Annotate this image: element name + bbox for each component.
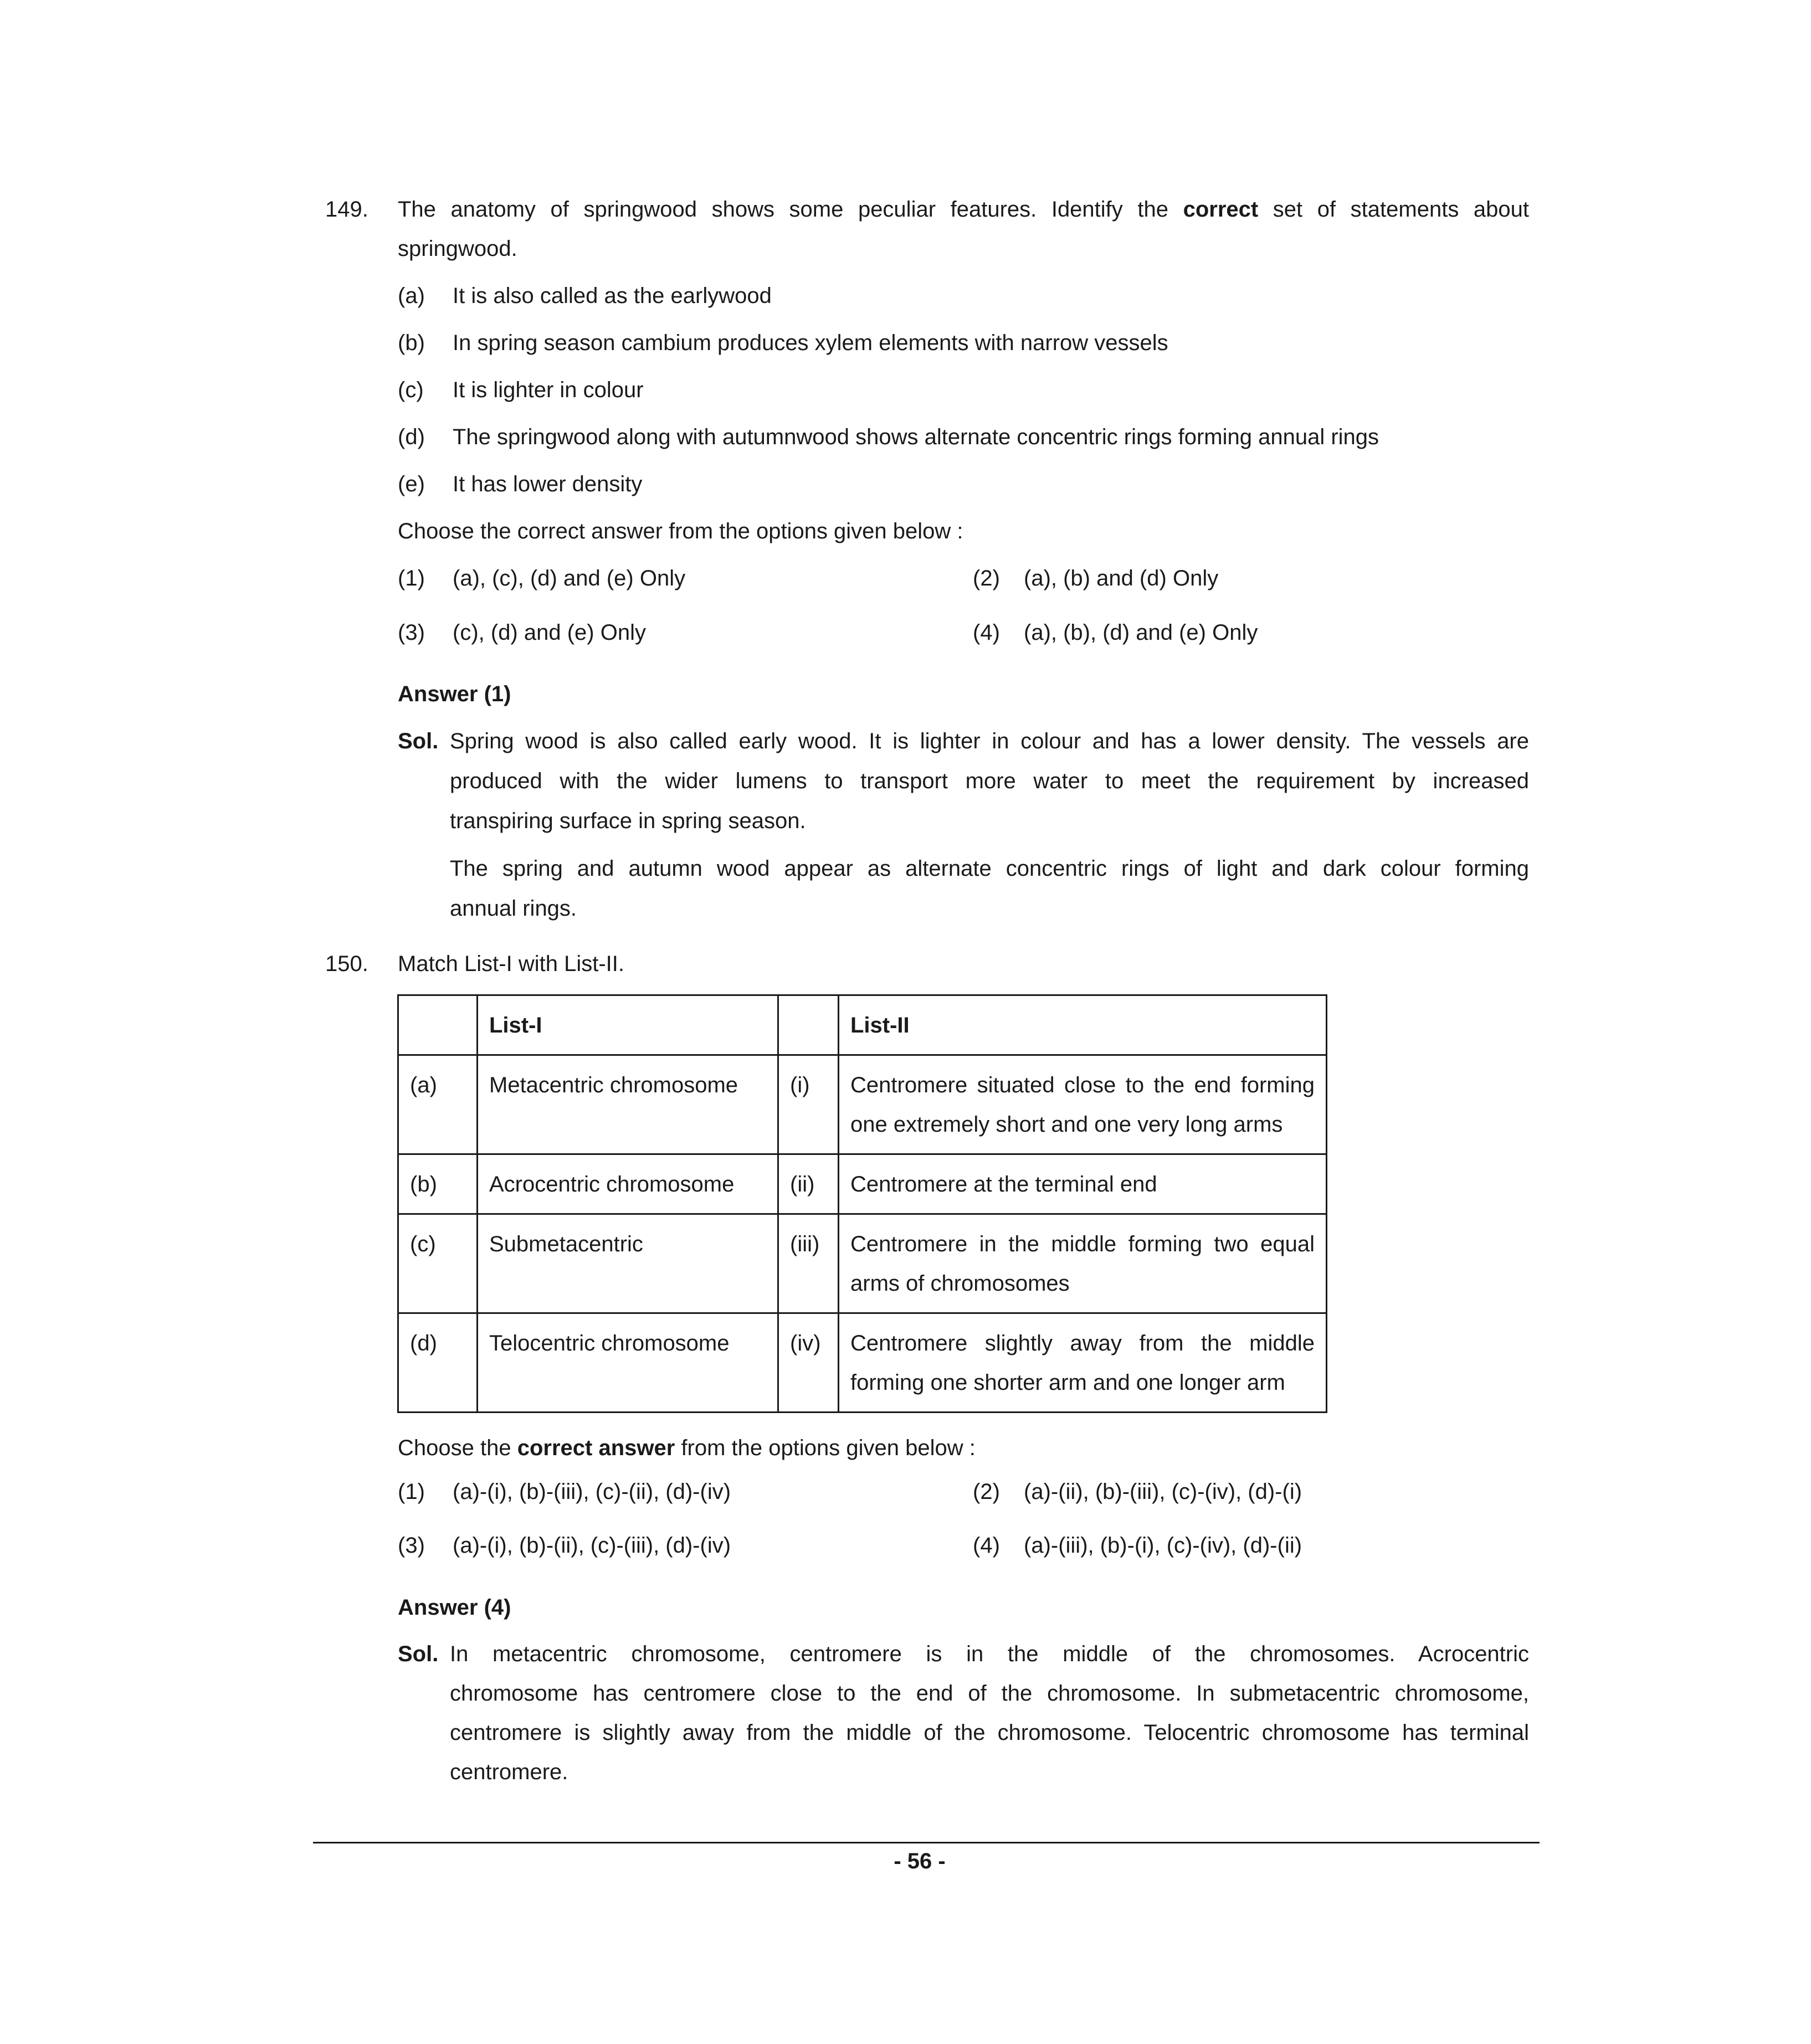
q150-choose-instruction: Choose the correct answer from the options given below :: [398, 1436, 976, 1460]
list2-item: Centromere at the terminal end: [839, 1154, 1327, 1214]
q149-statement-text: In spring season cambium produces xylem elements with narrow vessels: [453, 331, 1168, 355]
q150-solution-line: chromosome has centromere close to the end of the chromosome. In submetacentric chromosome,: [450, 1681, 1529, 1706]
q149-answer: Answer (1): [398, 682, 511, 706]
table-cell: [778, 995, 839, 1055]
list1-item: Telocentric chromosome: [478, 1313, 778, 1413]
q149-statement-text: The springwood along with autumnwood shows alternate concentric rings forming annual rings: [453, 425, 1379, 449]
list1-item: Metacentric chromosome: [478, 1055, 778, 1154]
q149-statement-label: (c): [398, 378, 424, 402]
q149-statement-text: It is also called as the earlywood: [453, 284, 772, 308]
list2-label: (iv): [778, 1313, 839, 1413]
q150-option-number: (1): [398, 1480, 425, 1504]
list2-item: Centromere in the middle forming two equal arms of chromosomes: [839, 1214, 1327, 1313]
q149-solution-label: Sol.: [398, 729, 439, 753]
list1-item: Submetacentric: [478, 1214, 778, 1313]
list2-item: Centromere slightly away from the middle forming one shorter arm and one longer arm: [839, 1313, 1327, 1413]
q150-solution-line: centromere is slightly away from the middle of the chromosome. Telocentric chromosome has terminal: [450, 1721, 1529, 1745]
q150-option-text: (a)-(i), (b)-(iii), (c)-(ii), (d)-(iv): [453, 1480, 731, 1504]
q150-solution-line: In metacentric chromosome, centromere is in the middle of the chromosomes. Acrocentric: [450, 1642, 1529, 1666]
q149-statement-text: It has lower density: [453, 472, 643, 496]
q149-choose-instruction: Choose the correct answer from the options given below :: [398, 519, 963, 543]
q149-statement-label: (b): [398, 331, 425, 355]
q150-option-text: (a)-(iii), (b)-(i), (c)-(iv), (d)-(ii): [1024, 1533, 1302, 1558]
q150-solution-label: Sol.: [398, 1642, 439, 1666]
q150-option-number: (4): [973, 1533, 1000, 1558]
q150-option-text: (a)-(ii), (b)-(iii), (c)-(iv), (d)-(i): [1024, 1480, 1302, 1504]
q149-statement-label: (a): [398, 284, 425, 308]
q150-option-number: (3): [398, 1533, 425, 1558]
q149-option-text: (a), (b), (d) and (e) Only: [1024, 620, 1258, 645]
q149-option-text: (a), (c), (d) and (e) Only: [453, 566, 686, 590]
q149-number: 149.: [325, 197, 368, 222]
q149-option-number: (2): [973, 566, 1000, 590]
q149-option-text: (c), (d) and (e) Only: [453, 620, 646, 645]
q149-solution-line: Spring wood is also called early wood. It is lighter in colour and has a lower density. The vessels are: [450, 729, 1529, 753]
q149-statement-label: (e): [398, 472, 425, 496]
list1-item: Acrocentric chromosome: [478, 1154, 778, 1214]
q150-answer: Answer (4): [398, 1595, 511, 1620]
table-row: [398, 1214, 1327, 1313]
q149-option-number: (1): [398, 566, 425, 590]
q150-option-text: (a)-(i), (b)-(ii), (c)-(iii), (d)-(iv): [453, 1533, 731, 1558]
list2-label: (i): [778, 1055, 839, 1154]
table-row: [398, 1055, 1327, 1154]
list1-label: (d): [398, 1313, 478, 1413]
list1-label: (c): [398, 1214, 478, 1313]
q149-solution-line: transpiring surface in spring season.: [450, 809, 806, 833]
table-row: [398, 1313, 1327, 1413]
q149-statement-text: It is lighter in colour: [453, 378, 644, 402]
q149-statement-label: (d): [398, 425, 425, 449]
q149-solution-line: produced with the wider lumens to transport more water to meet the requirement by increased: [450, 769, 1529, 793]
match-table: [397, 994, 1327, 1413]
q149-stem-line2: springwood.: [398, 237, 517, 261]
list1-label: (a): [398, 1055, 478, 1154]
q150-stem: Match List-I with List-II.: [398, 952, 624, 976]
q149-stem-line1: The anatomy of springwood shows some peculiar features. Identify the correct set of statements about: [398, 197, 1529, 222]
list1-label: (b): [398, 1154, 478, 1214]
page-number: - 56 -: [894, 1849, 946, 1873]
table-row: [398, 1154, 1327, 1214]
list2-header: List-II: [839, 995, 1327, 1055]
list2-item: Centromere situated close to the end forming one extremely short and one very long arms: [839, 1055, 1327, 1154]
q149-solution-line: The spring and autumn wood appear as alternate concentric rings of light and dark colour forming: [450, 856, 1529, 881]
q150-option-number: (2): [973, 1480, 1000, 1504]
q150-number: 150.: [325, 952, 368, 976]
table-header-row: [398, 995, 1327, 1055]
q149-option-number: (4): [973, 620, 1000, 645]
table-cell: [398, 995, 478, 1055]
q150-solution-line: centromere.: [450, 1760, 568, 1784]
list2-label: (ii): [778, 1154, 839, 1214]
q149-option-text: (a), (b) and (d) Only: [1024, 566, 1219, 590]
footer-divider: [313, 1842, 1540, 1843]
q149-option-number: (3): [398, 620, 425, 645]
list1-header: List-I: [478, 995, 778, 1055]
q149-solution-line: annual rings.: [450, 896, 577, 921]
list2-label: (iii): [778, 1214, 839, 1313]
